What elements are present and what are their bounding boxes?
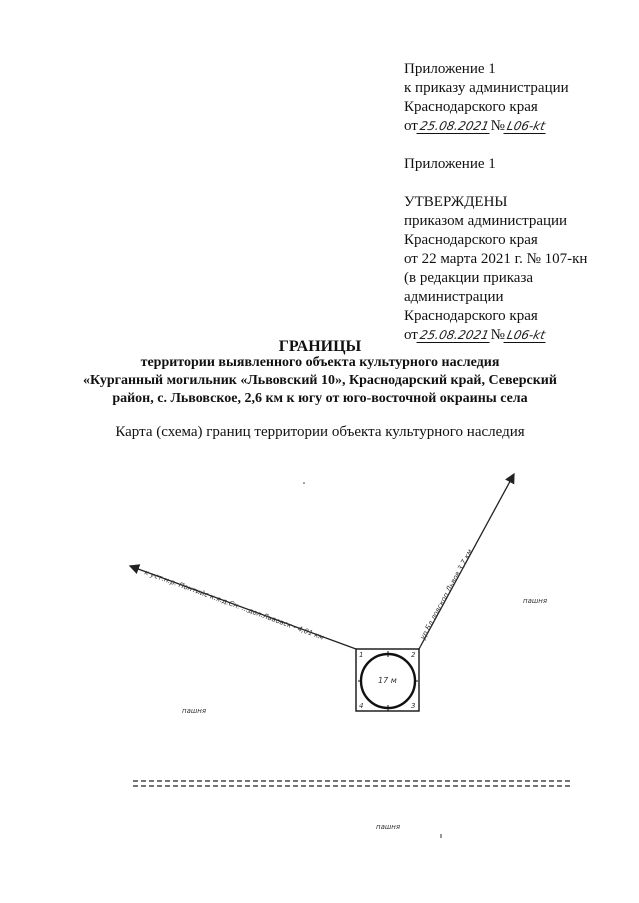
approved-line: приказом администрации <box>404 213 568 229</box>
right-road-label: ур.Бл.ловскоп.Львов 3,7 км <box>418 548 475 641</box>
diameter-label: 17 м <box>378 676 397 685</box>
field-label-bottom: пашня <box>376 823 401 831</box>
handwritten-number: L06-kt <box>503 119 548 134</box>
appendix-line: Краснодарского края <box>404 99 538 115</box>
ot-label: от <box>404 118 418 134</box>
handwritten-date: 25.08.2021 <box>416 328 492 343</box>
approved-line: Краснодарского края <box>404 308 538 324</box>
document-title: ГРАНИЦЫ <box>278 338 362 355</box>
corner-label-3: 3 <box>411 702 416 710</box>
approved-heading: УТВЕРЖДЕНЫ <box>404 194 508 210</box>
field-label-left: пашня <box>182 707 207 715</box>
number-sign: № <box>490 327 505 343</box>
corner-label-4: 4 <box>359 702 364 710</box>
handwritten-date: 25.08.2021 <box>416 119 492 134</box>
approved-line: (в редакции приказа <box>404 270 534 286</box>
handwritten-number: L06-kt <box>503 328 548 343</box>
appendix-line: Приложение 1 <box>404 156 496 172</box>
ot-label: от <box>404 327 418 343</box>
speck-mark <box>303 482 305 484</box>
field-label-right: пашня <box>523 597 548 605</box>
appendix-line: к приказу администрации <box>404 80 569 96</box>
left-road-label: к уст.н.р. Понтийс к.я.д.Сн. ...дол.Львовск - 4,01 км <box>143 568 325 642</box>
approved-line: от 22 марта 2021 г. № 107-кн <box>404 251 588 267</box>
approved-line: администрации <box>404 289 504 305</box>
subtitle-line: территории выявленного объекта культурного наследия <box>140 355 500 370</box>
corner-label-1: 1 <box>359 651 364 659</box>
subtitle-line: «Курганный могильник «Львовский 10», Краснодарский край, Северский <box>83 373 557 388</box>
approved-line: Краснодарского края <box>404 232 538 248</box>
map-caption: Карта (схема) границ территории объекта культурного наследия <box>115 424 525 440</box>
number-sign: № <box>490 118 505 134</box>
subtitle-line: район, с. Львовское, 2,6 км к югу от юго-восточной окраины села <box>112 391 528 406</box>
appendix-line: Приложение 1 <box>404 61 496 77</box>
corner-label-2: 2 <box>411 651 416 659</box>
